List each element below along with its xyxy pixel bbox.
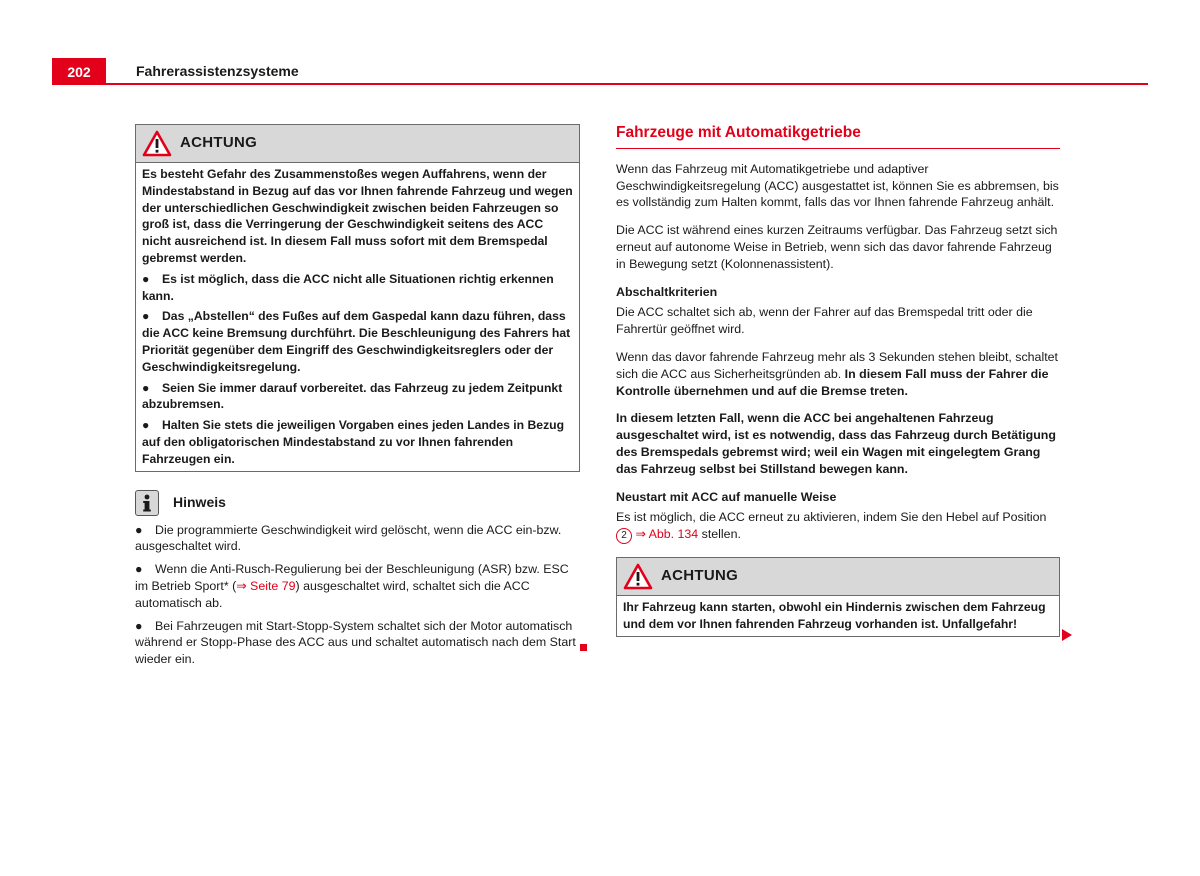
warning-paragraph: Es besteht Gefahr des Zusammenstoßes wegen Auffahrens, wenn der Mindestabstand in Bezug auf das vor Ihnen fahrende Fahrzeug und wegen der unterschiedlichen Geschwindigkeit zwischen beiden Fahrzeugen so groß ist, dass die Verringerung der Geschwindigkeit seitens des ACC nicht ausreichend ist. In diesem Fall muss sofort mit dem Bremspedal gebremst werden. (142, 167, 573, 265)
figure-link[interactable]: ⇒ Abb. 134 (635, 527, 699, 542)
warning-box (616, 557, 1060, 637)
position-marker: 2 (616, 528, 632, 544)
body-paragraph: Die ACC schaltet sich ab, wenn der Fahrer auf das Bremspedal tritt oder die Fahrertür geöffnet wird. (616, 305, 1033, 337)
body-paragraph: Die ACC ist während eines kurzen Zeitraums verfügbar. Das Fahrzeug setzt sich erneut auf autonome Weise in Betrieb, wenn sich das davor fahrende Fahrzeug in Bewegung setzt (Kolonnenassistent). (616, 223, 1058, 271)
warning-triangle-icon (142, 130, 172, 157)
warning-body (136, 163, 579, 471)
warning-triangle-icon (623, 563, 653, 590)
warning-header (617, 558, 1059, 596)
running-header: Fahrerassistenzsysteme (136, 63, 299, 79)
body-paragraph: Wenn das Fahrzeug mit Automatikgetriebe und adaptiver Geschwindigkeitsregelung (ACC) ausgestattet ist, können Sie es abbremsen, bis es vollständig zum Halten kommt, falls das vor Ihnen fahrende Fahrzeug anhält. (616, 161, 1059, 210)
warning-bullet: ● Es ist möglich, dass die ACC nicht alle Situationen richtig erkennen kann. (142, 271, 554, 303)
right-column (616, 124, 1060, 637)
warning-paragraph: Ihr Fahrzeug kann starten, obwohl ein Hindernis zwischen dem Fahrzeug und dem vor Ihnen fahrenden Fahrzeug vorhanden ist. Unfallgefahr! (623, 600, 1046, 631)
body-paragraph-bold: In diesem letzten Fall, wenn die ACC bei angehaltenen Fahrzeug ausgeschaltet wird, ist es notwendig, dass das Fahrzeug durch Betätigung des Bremspedals gebremst wird; weil ein Wagen mit eingelegtem Grang das Fahrzeug selbst bei Stillstand bewegen kann. (616, 411, 1056, 476)
page-number: 202 (52, 58, 106, 84)
section-end-marker (580, 644, 587, 651)
section-rule (616, 148, 1060, 149)
hint-header (135, 490, 580, 516)
hint-list (135, 522, 580, 668)
subheading: Abschaltkriterien (616, 284, 718, 299)
warning-box (135, 124, 580, 472)
warning-header (136, 125, 579, 163)
body-paragraph: Wenn das davor fahrende Fahrzeug mehr als 3 Sekunden stehen bleibt, schaltet sich die ACC aus Sicherheitsgründen ab. In diesem Fall muss der Fahrer die Kontrolle übernehmen und auf die Bremse treten. (616, 349, 1058, 398)
warning-title: ACHTUNG (180, 134, 258, 152)
warning-title: ACHTUNG (661, 567, 739, 585)
subheading: Neustart mit ACC auf manuelle Weise (616, 489, 837, 504)
section-heading: Fahrzeuge mit Automatikgetriebe (616, 124, 861, 141)
warning-body (617, 596, 1059, 636)
page-link[interactable]: ⇒ Seite 79 (236, 578, 296, 593)
warning-bullet: ● Halten Sie stets die jeweiligen Vorgaben eines jeden Landes in Bezug auf den obligatorischen Mindestabstand zu vor Ihnen fahrenden Fahrzeugen ein. (142, 418, 565, 466)
hint-item: ● Die programmierte Geschwindigkeit wird gelöscht, wenn die ACC ein-bzw. ausgeschaltet wird. (135, 522, 562, 554)
body-paragraph: Es ist möglich, die ACC erneut zu aktivieren, indem Sie den Hebel auf Position 2 ⇒ Abb. 134 stellen. (616, 509, 1060, 544)
hint-item: ● Bei Fahrzeugen mit Start-Stopp-System schaltet sich der Motor automatisch während er Stopp-Phase des ACC aus und schaltet automatisch nach dem Start wieder ein. (135, 618, 576, 667)
hint-item: ● Wenn die Anti-Rusch-Regulierung bei der Beschleunigung (ASR) bzw. ESC im Betrieb Sport* (⇒ Seite 79) ausgeschaltet wird, schaltet sich die ACC automatisch ab. (135, 562, 569, 610)
hint-section (135, 490, 580, 668)
warning-bullet: ● Seien Sie immer darauf vorbereitet. das Fahrzeug zu jedem Zeitpunkt abzubremsen. (142, 380, 563, 412)
header-rule (52, 83, 1148, 85)
left-column (135, 124, 580, 674)
hint-title: Hinweis (173, 494, 226, 511)
continue-arrow-icon (1062, 629, 1072, 641)
info-icon (135, 490, 159, 516)
warning-bullet: ● Das „Abstellen“ des Fußes auf dem Gaspedal kann dazu führen, dass die ACC keine Bremsung durchführt. Die Beschleunigung des Fahrers hat Priorität gegenüber dem Eingriff des Geschwindigkeitsreglers oder der Geschwindigkeitsregelung. (142, 309, 571, 374)
